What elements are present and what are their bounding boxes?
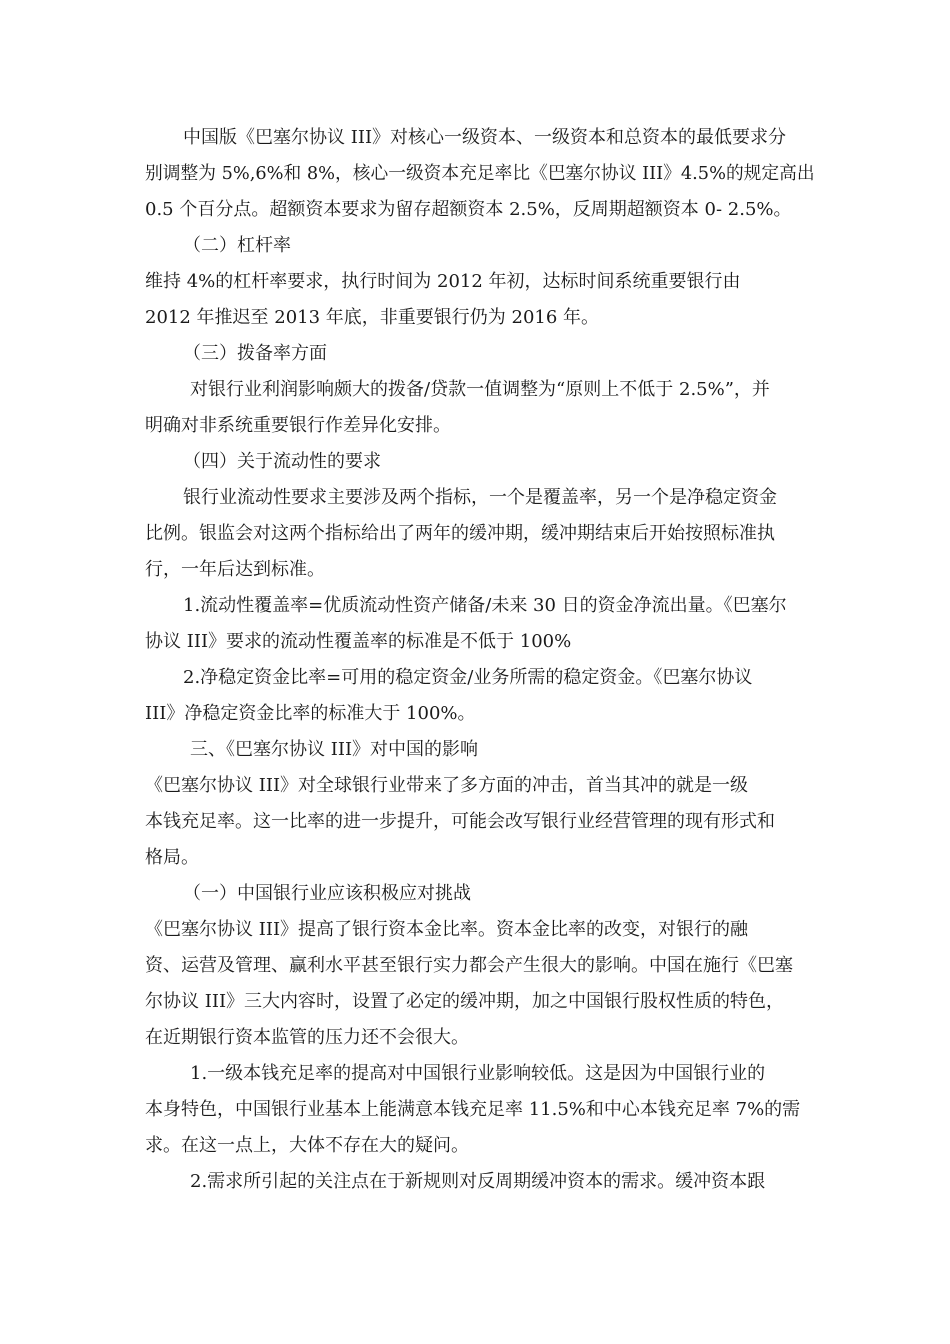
text-line: 《巴塞尔协议 III》对全球银行业带来了多方面的冲击，首当其冲的就是一级 — [145, 775, 749, 796]
text-line: 本钱充足率。这一比率的进一步提升，可能会改写银行业经营管理的现有形式和 — [145, 811, 775, 832]
text-line: 资、运营及管理、赢利水平甚至银行实力都会产生很大的影响。中国在施行《巴塞 — [145, 955, 793, 976]
text-line: 1.流动性覆盖率=优质流动性资产储备/未来 30 日的资金净流出量。《巴塞尔 — [183, 595, 787, 616]
text-line: 银行业流动性要求主要涉及两个指标，一个是覆盖率，另一个是净稳定资金 — [183, 487, 777, 508]
text-line: 求。在这一点上，大体不存在大的疑问。 — [145, 1135, 469, 1156]
text-line: 2012 年推迟至 2013 年底，非重要银行仍为 2016 年。 — [145, 307, 600, 328]
text-line: 对银行业利润影响颇大的拨备/贷款一值调整为“原则上不低于 2.5%”，并 — [190, 379, 770, 400]
text-line: 协议 III》要求的流动性覆盖率的标准是不低于 100% — [145, 631, 572, 652]
text-line: 本身特色，中国银行业基本上能满意本钱充足率 11.5%和中心本钱充足率 7%的需 — [145, 1099, 801, 1120]
text-line: 格局。 — [145, 847, 199, 868]
text-line: 明确对非系统重要银行作差异化安排。 — [145, 415, 451, 436]
text-line: 2.净稳定资金比率=可用的稳定资金/业务所需的稳定资金。《巴塞尔协议 — [183, 667, 753, 688]
text-line: 《巴塞尔协议 III》提高了银行资本金比率。资本金比率的改变，对银行的融 — [145, 919, 749, 940]
text-line: 2.需求所引起的关注点在于新规则对反周期缓冲资本的需求。缓冲资本跟 — [190, 1171, 766, 1192]
text-line: III》净稳定资金比率的标准大于 100%。 — [145, 703, 476, 724]
section-heading: （四）关于流动性的要求 — [183, 451, 381, 472]
text-line: 别调整为 5%,6%和 8%，核心一级资本充足率比《巴塞尔协议 III》4.5%的规定高出 — [145, 163, 815, 184]
text-line: 1.一级本钱充足率的提高对中国银行业影响较低。这是因为中国银行业的 — [190, 1063, 766, 1084]
text-line: 比例。银监会对这两个指标给出了两年的缓冲期，缓冲期结束后开始按照标准执 — [145, 523, 775, 544]
text-line: 中国版《巴塞尔协议 III》对核心一级资本、一级资本和总资本的最低要求分 — [183, 127, 787, 148]
section-heading: （二）杠杆率 — [183, 235, 291, 256]
section-heading: （一）中国银行业应该积极应对挑战 — [183, 883, 471, 904]
text-line: 尔协议 III》三大内容时，设置了必定的缓冲期，加之中国银行股权性质的特色， — [145, 991, 785, 1012]
text-line: 0.5 个百分点。超额资本要求为留存超额资本 2.5%，反周期超额资本 0- 2.5%。 — [145, 199, 792, 220]
text-line: 维持 4%的杠杆率要求，执行时间为 2012 年初，达标时间系统重要银行由 — [145, 271, 741, 292]
section-heading: （三）拨备率方面 — [183, 343, 327, 364]
text-line: 行，一年后达到标准。 — [145, 559, 325, 580]
section-heading: 三、《巴塞尔协议 III》对中国的影响 — [190, 739, 479, 760]
text-line: 在近期银行资本监管的压力还不会很大。 — [145, 1027, 469, 1048]
